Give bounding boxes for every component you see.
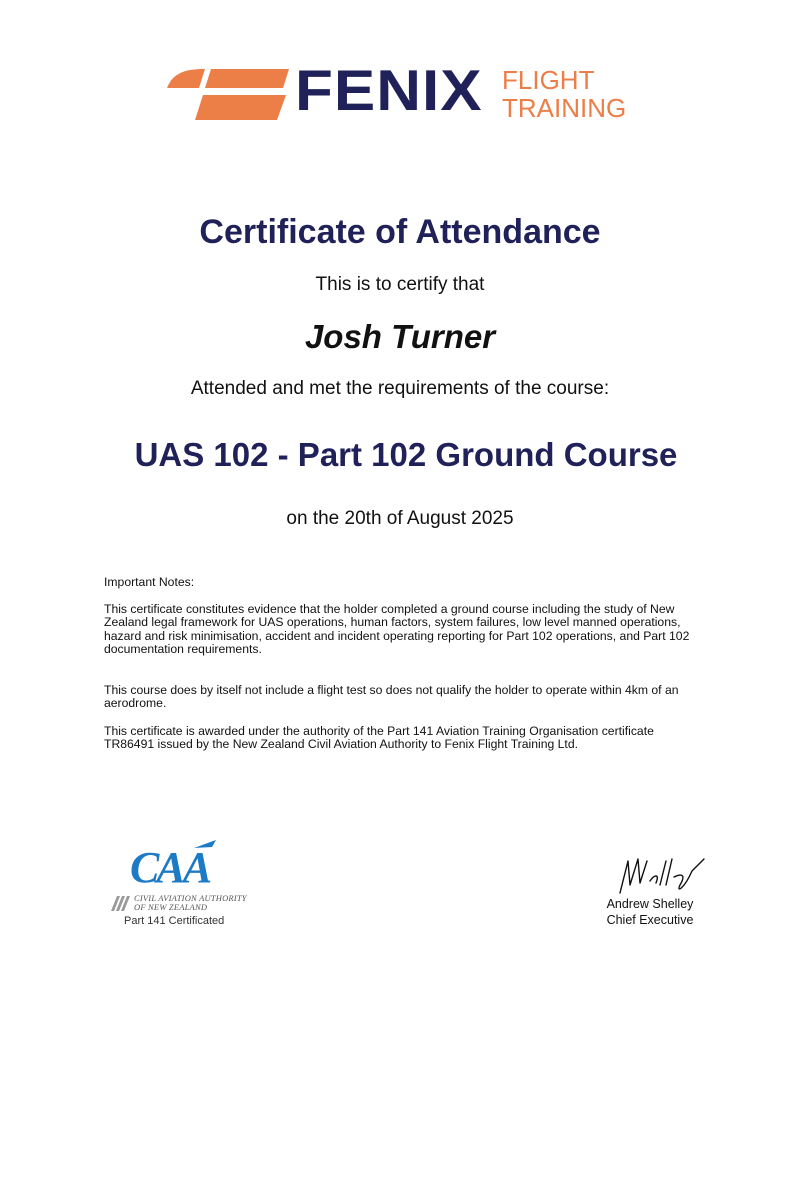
certificate-title: Certificate of Attendance [199,213,601,251]
course-name: UAS 102 - Part 102 Ground Course [134,436,678,473]
notes-paragraph-flight-test: This course does by itself not include a flight test so does not qualify the holder to operate within 4km of an aerodrome. [104,682,679,710]
signatory-block [560,896,740,928]
caa-full-name: CIVIL AVIATION AUTHORITY OF NEW ZEALAND [134,893,247,912]
important-notes [104,576,694,752]
caa-logo [108,838,268,933]
certify-text: This is to certify that [315,274,485,295]
caa-letters: CAA [130,843,210,892]
signatory-role: Chief Executive [606,913,694,927]
brand-subtitle: FLIGHT TRAINING [502,65,627,123]
notes-paragraph-scope: This certificate constitutes evidence that the holder completed a ground course including the study of New Zealand legal framework for UAS operations, human factors, system failures, low level manned operations, hazard and risk minimisation, accident and incident operating reporting for Part 102 operations, and Part 102 documentation requirements. [104,601,690,656]
fenix-wing-icon [165,64,295,124]
course-date: on the 20th of August 2025 [286,508,514,529]
notes-heading: Important Notes: [104,575,195,589]
signature-graphic [600,855,710,897]
caa-caption: Part 141 Certificated [124,915,225,927]
attended-text: Attended and met the requirements of the course: [190,378,610,399]
recipient-name: Josh Turner [304,318,496,355]
fenix-logo [165,59,635,124]
brand-name: FENIX [295,59,483,123]
signatory-name: Andrew Shelley [606,897,694,911]
notes-paragraph-authority: This certificate is awarded under the authority of the Part 141 Aviation Training Organisation certificate TR86491 issued by the New Zealand Civil Aviation Authority to Fenix Flight Training Ltd. [104,723,654,751]
